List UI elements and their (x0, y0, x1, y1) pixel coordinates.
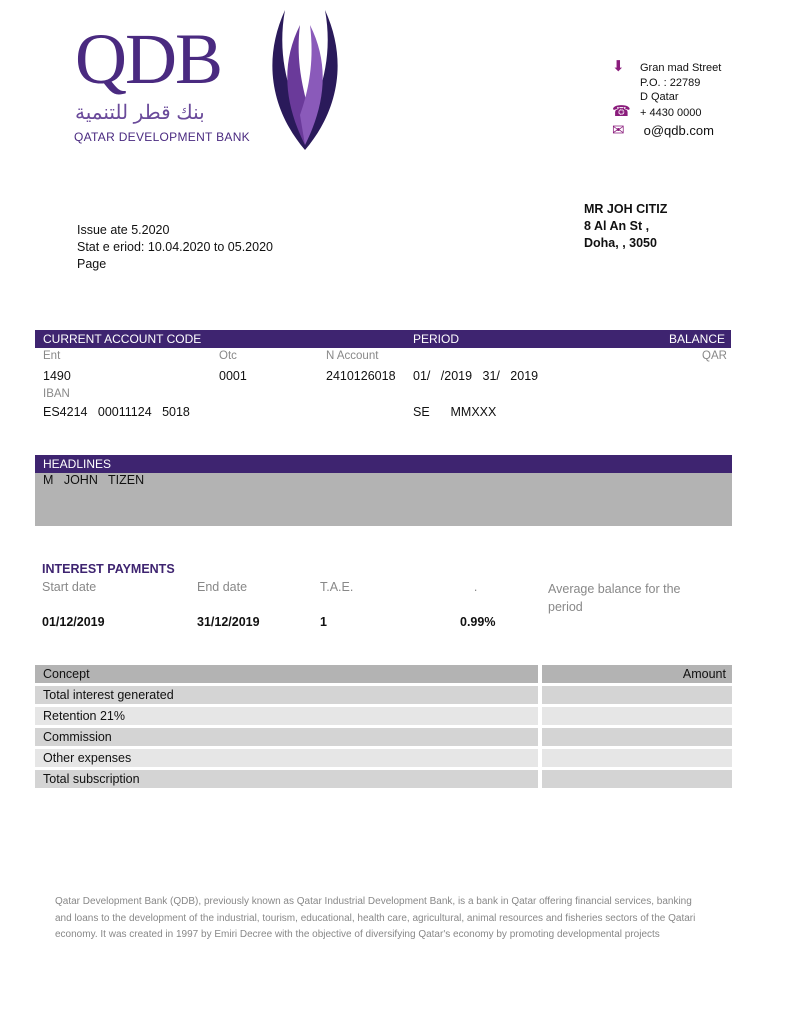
headlines-box (35, 473, 732, 526)
header-amount: Amount (542, 665, 732, 683)
location-pin-icon: ⬇ (612, 58, 625, 75)
emblem-icon (255, 5, 355, 155)
label-currency: QAR (702, 350, 727, 362)
concept-label: Total interest generated (35, 686, 538, 704)
label-ent: Ent (43, 350, 61, 362)
concept-label: Other expenses (35, 749, 538, 767)
headlines-bar (35, 455, 732, 473)
value-otc: 0001 (219, 369, 247, 383)
ip-rate: 0.99% (460, 615, 496, 629)
header-concept: Concept (35, 665, 538, 683)
table-row (35, 770, 732, 788)
label-iban: IBAN (43, 388, 70, 400)
value-account: 2410126018 (326, 369, 396, 383)
issue-date: Issue ate 5.2020 (77, 223, 170, 237)
header-account-code: CURRENT ACCOUNT CODE (43, 332, 202, 346)
amount-cell (542, 749, 732, 767)
value-bic: SE MMXXX (413, 405, 497, 419)
email-link[interactable]: o@qdb.com (640, 123, 714, 138)
phone-icon: ☎ (612, 102, 631, 120)
concept-label: Retention 21% (35, 707, 538, 725)
table-row (35, 749, 732, 767)
concepts-header (35, 665, 732, 683)
footer-text: Qatar Development Bank (QDB), previously known as Qatar Industrial Development Bank, is a bank in Qatar offering financial services, banking and loans to the development of the industrial, tourism, educational, health care, agricultural, animal resources and fisheries sectors of the Qatari economy. It was created in 1997 by Emiri Decree with the objective of diversifying Qatar's economy by promoting developmental projects (55, 896, 696, 940)
logo-qdb: QDB (75, 19, 222, 99)
phone-number: + 4430 0000 (640, 106, 702, 119)
mail-icon: ✉ (612, 122, 625, 139)
contact-block (612, 60, 721, 140)
label-account: N Account (326, 350, 379, 362)
customer-street: 8 Al An St , (584, 219, 650, 233)
address-line: D Qatar (640, 91, 679, 103)
amount-cell (542, 686, 732, 704)
value-iban: ES4214 00011124 5018 (43, 405, 190, 419)
ip-tae: 1 (320, 615, 341, 629)
interest-title: INTEREST PAYMENTS (42, 562, 175, 576)
amount-cell (542, 728, 732, 746)
amount-cell (542, 707, 732, 725)
logo-english: QATAR DEVELOPMENT BANK (74, 130, 250, 144)
statement-info (77, 222, 273, 273)
label-otc: Otc (219, 350, 237, 362)
statement-period: Stat e eriod: 10.04.2020 to 05.2020 (77, 240, 273, 254)
account-holder: M JOHN TIZEN (43, 473, 145, 487)
ip-header-start: Start date (42, 580, 97, 594)
concept-label: Commission (35, 728, 538, 746)
table-row (35, 728, 732, 746)
ip-header-tae: T.A.E. (320, 580, 354, 594)
customer-address (584, 201, 667, 252)
amount-cell (542, 770, 732, 788)
value-period: 01/ /2019 31/ 2019 (413, 369, 539, 383)
ip-end-date: 31/12/2019 (197, 615, 260, 629)
concept-label: Total subscription (35, 770, 538, 788)
table-row (35, 686, 732, 704)
ip-header-rate: . (460, 580, 478, 594)
logo-arabic: بنك قطر للتنمية (75, 102, 205, 124)
customer-name: MR JOH CITIZ (584, 202, 668, 216)
header-period: PERIOD (413, 332, 460, 346)
address-line: Gran mad Street (640, 62, 722, 74)
ip-header-avg: Average balance for the period (548, 582, 681, 614)
value-ent: 1490 (43, 369, 71, 383)
table-row (35, 707, 732, 725)
header-balance: BALANCE (668, 332, 725, 346)
customer-city: Doha, , 3050 (584, 236, 657, 250)
address-line: P.O. : 22789 (640, 76, 701, 89)
account-header-bar (35, 330, 731, 348)
headlines-title: HEADLINES (43, 457, 112, 471)
ip-header-end: End date (197, 580, 248, 594)
page-number: Page (77, 257, 107, 271)
ip-start-date: 01/12/2019 (42, 615, 105, 629)
